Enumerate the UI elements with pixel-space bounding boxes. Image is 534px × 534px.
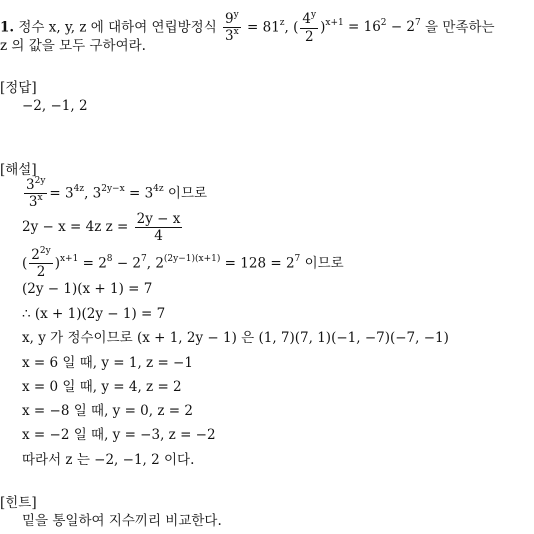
answer-value: −2, −1, 2 <box>22 98 88 114</box>
solution-line-10: x = −2 일 때, y = −3, z = −2 <box>22 427 216 443</box>
fraction-9y-over-3x: $\frac{9^y}{3^x}$ <box>225 10 239 45</box>
problem-number: 1. <box>0 19 15 36</box>
problem-stem-c: z 의 값을 모두 구하여라. <box>0 38 146 54</box>
solution-line-3: ( $\frac{2^{2y}}{2}$ )$^{x+1} = 2^8 - 2^7$, $2^{(2y-1)(x+1)} = 128 = 2^7$ 이므로 <box>22 246 344 281</box>
fraction-2y-minus-x-over-4: $\frac{2y - x}{4}$ <box>136 211 181 245</box>
fraction-4y-over-2: $\frac{4^y}{2}$ <box>302 10 317 45</box>
solution-line-2: 2y − x = 4z z = $\frac{2y - x}{4}$ <box>22 211 181 245</box>
eq2-rhs: = $16^2 - 2^7$ <box>348 18 421 36</box>
solution-line-8: x = 0 일 때, y = 4, z = 2 <box>22 379 182 395</box>
solution-line-11: 따라서 z 는 −2, −1, 2 이다. <box>22 452 195 468</box>
fraction-3-2y-over-3-x: $\frac{3^{2y}}{3^x}$ <box>26 176 46 211</box>
problem-stem-b: 을 만족하는 <box>425 19 495 36</box>
eq1-rhs: = 81 <box>247 19 280 36</box>
hint-label: [힌트] <box>0 495 37 511</box>
solution-line-4: (2y − 1)(x + 1) = 7 <box>22 281 153 297</box>
solution-line-1: $\frac{3^{2y}}{3^x}$ = $3^{4z}$, $3^{2y-x} = 3^{4z}$ 이므로 <box>26 176 208 211</box>
solution-label: [해설] <box>0 162 37 178</box>
problem-stem-a: 정수 x, y, z 에 대하여 연립방정식 <box>18 19 217 36</box>
problem-line-1: 1. 정수 x, y, z 에 대하여 연립방정식 $\frac{9^y}{3^x}$ = $81^z$, ( $\frac{4^y}{2}$ )$^{x+1} = 16^2 - 2^7$ 을 만족하는 <box>0 10 495 45</box>
answer-label: [정답] <box>0 80 37 96</box>
solution-line-7: x = 6 일 때, y = 1, z = −1 <box>22 355 193 371</box>
solution-line-5: ∴ (x + 1)(2y − 1) = 7 <box>22 306 166 322</box>
fraction-2-2y-over-2: $\frac{2^{2y}}{2}$ <box>31 246 51 281</box>
solution-line-6: x, y 가 정수이므로 (x + 1, 2y − 1) 은 (1, 7)(7, 1)(−1, −7)(−7, −1) <box>22 330 449 346</box>
hint-text: 밑을 통일하여 지수끼리 비교한다. <box>22 513 222 529</box>
solution-line-9: x = −8 일 때, y = 0, z = 2 <box>22 403 193 419</box>
